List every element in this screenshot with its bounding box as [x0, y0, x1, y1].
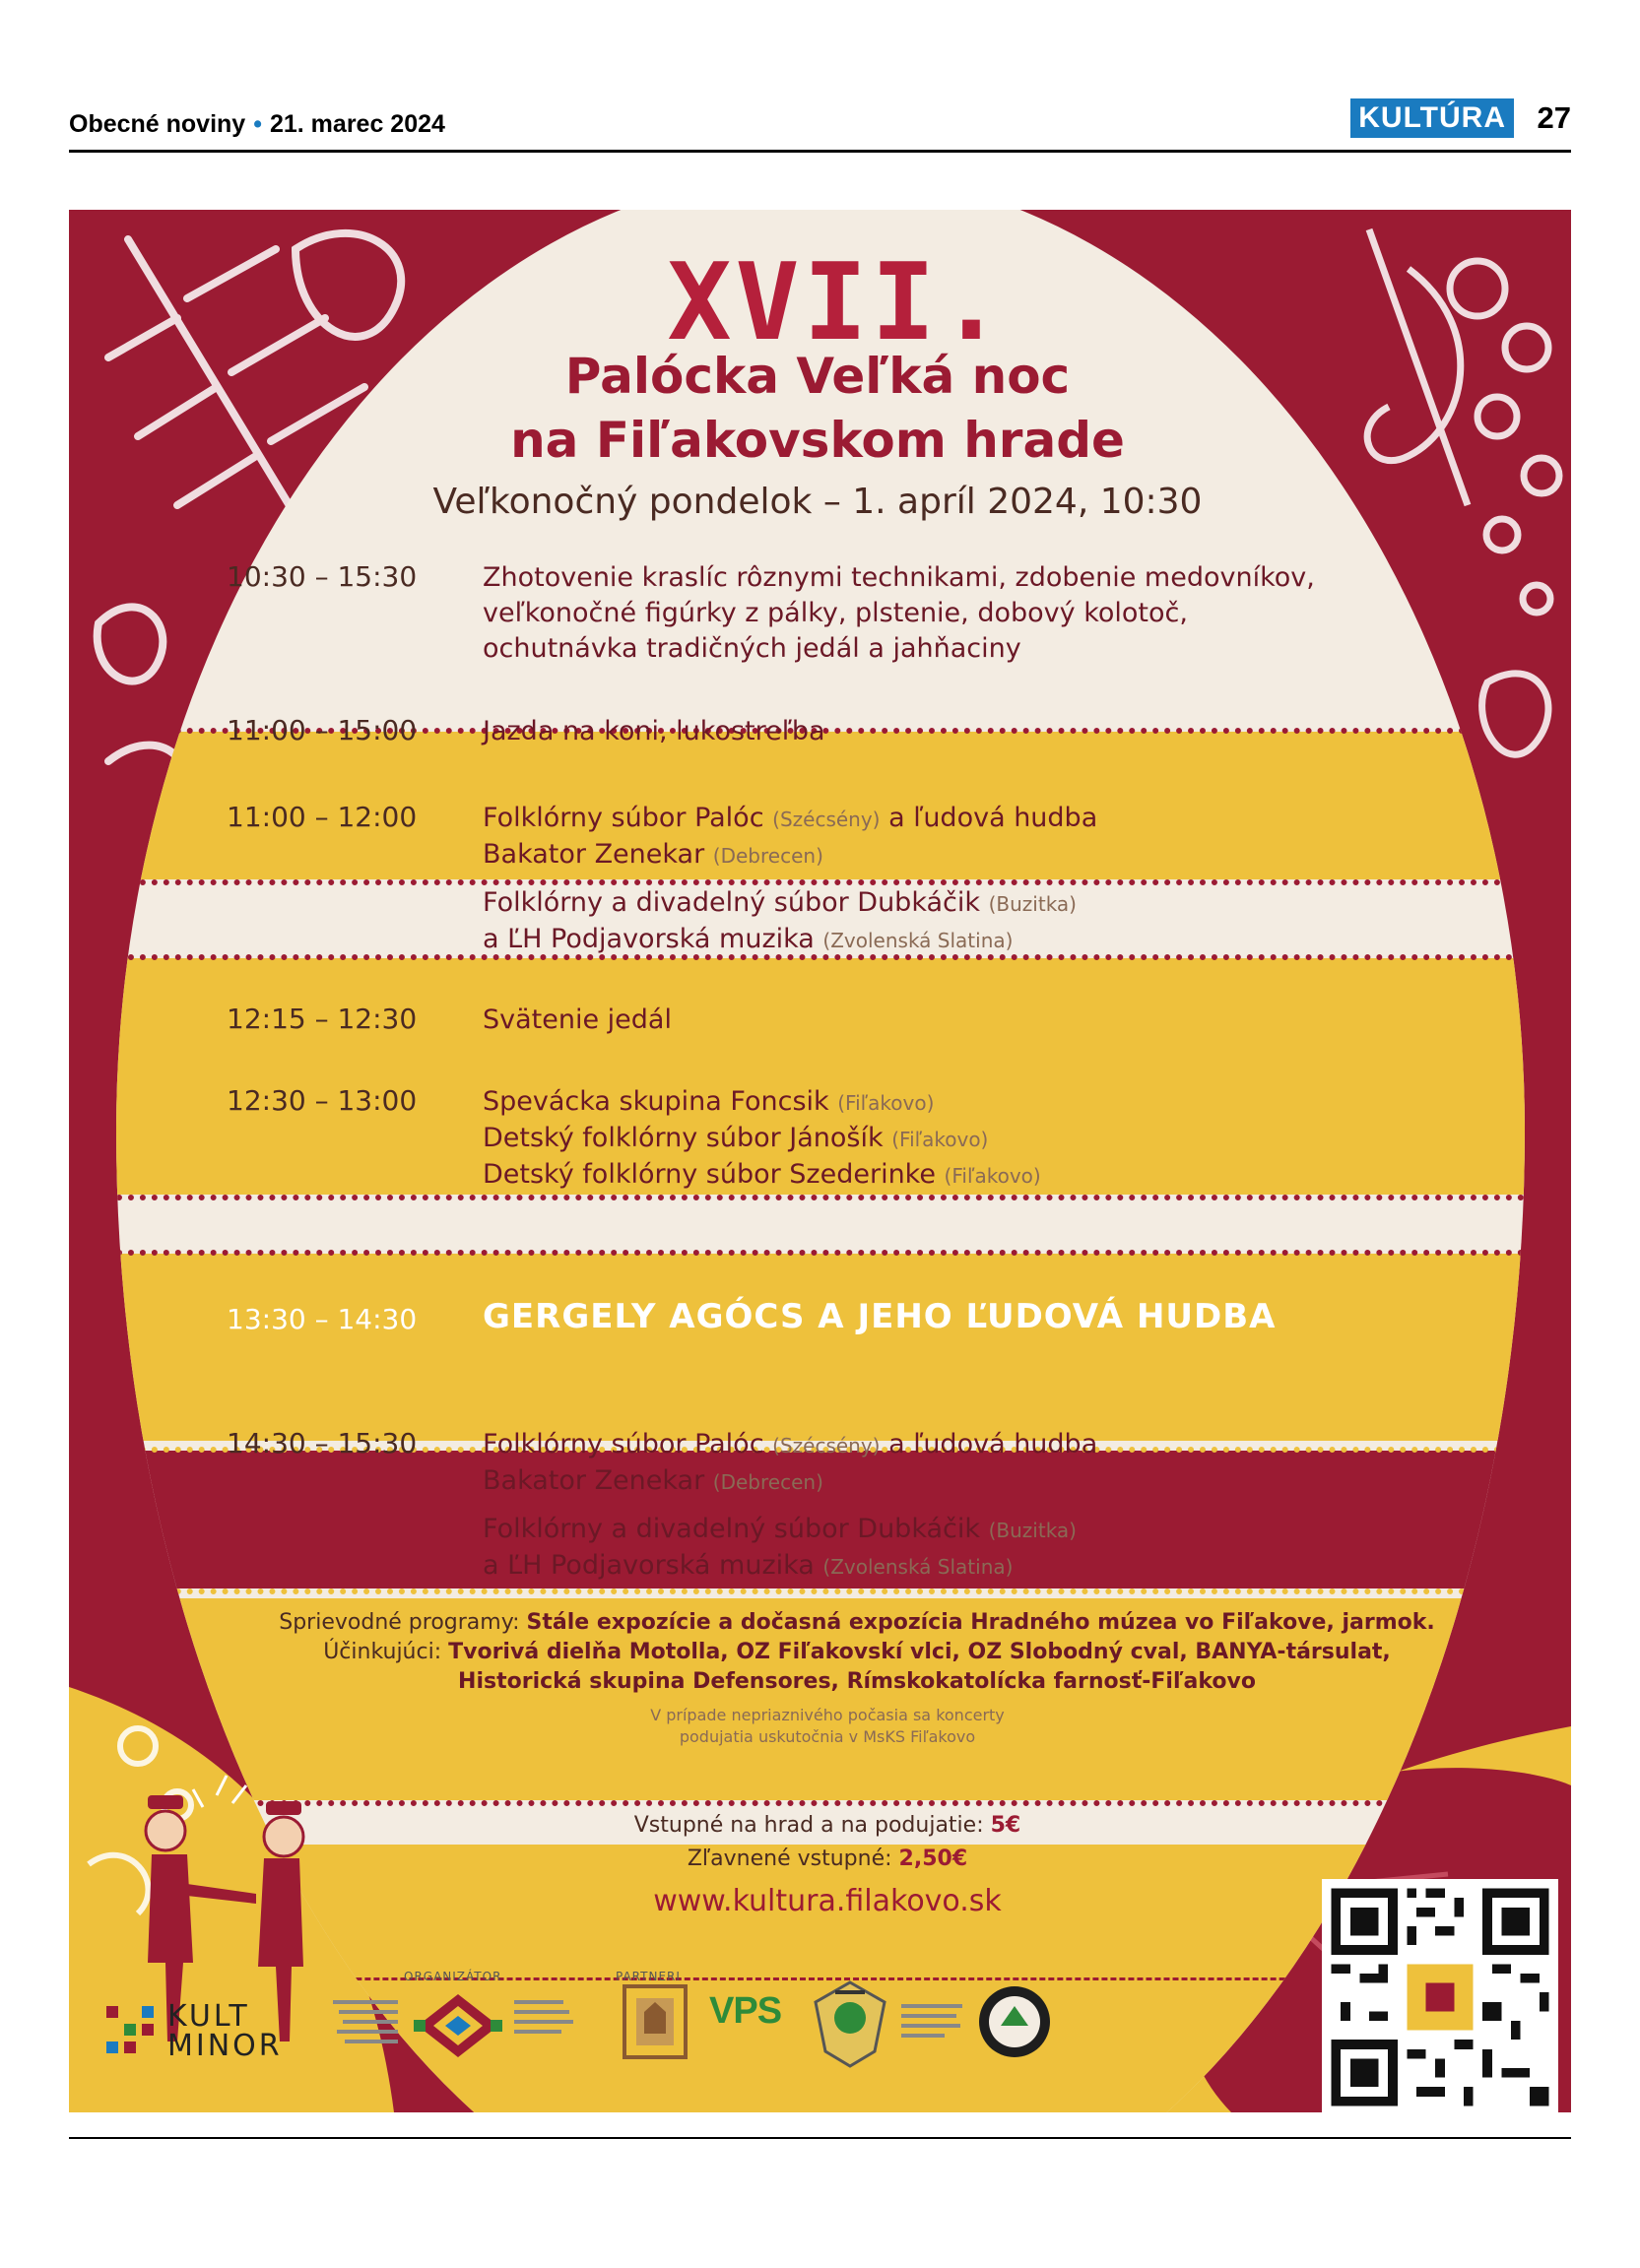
partner-round-seal-icon: [975, 1982, 1054, 2061]
program-line: Detský folklórny súbor Jánošík (Fiľakovo): [483, 1123, 989, 1153]
museum-text-logo-icon: [333, 1994, 402, 2053]
kult-minor-dots-icon: [104, 2004, 156, 2055]
program-line: veľkonočné figúrky z pálky, plstenie, dobový kolotoč,: [483, 598, 1188, 628]
partners-label: PARTNERI: [616, 1970, 681, 1983]
program-time: 11:00 – 12:00: [227, 801, 418, 833]
program-line: Detský folklórny súbor Szederinke (Fiľakovo): [483, 1159, 1041, 1190]
program-line: a ĽH Podjavorská muzika (Zvolenská Slatina): [483, 1550, 1014, 1581]
town-text-logo-icon: [514, 1994, 583, 2053]
dotted-divider: [116, 1588, 1525, 1594]
issue-date: 21. marec 2024: [269, 110, 445, 138]
paper-name: Obecné noviny: [69, 110, 246, 138]
program-time: 10:30 – 15:30: [227, 560, 418, 593]
header-publication: [69, 110, 445, 139]
dotted-divider: [116, 1195, 1525, 1200]
program-line: Bakator Zenekar (Debrecen): [483, 1465, 823, 1496]
organizer-label: ORGANIZÁTOR: [404, 1970, 502, 1983]
kult-minor-logo: KULT MINOR: [167, 1999, 283, 2063]
program-line: Bakator Zenekar (Debrecen): [483, 839, 823, 870]
program-time: 12:30 – 13:00: [227, 1084, 418, 1117]
weather-note: V prípade nepriaznivého počasia sa koncerty podujatia uskutočnia v MsKS Fiľakovo: [650, 1706, 1005, 1746]
program-time: 14:30 – 15:30: [227, 1427, 418, 1459]
edition-number: XVII.: [667, 241, 1008, 364]
section-badge: KULTÚRA: [1350, 98, 1514, 138]
program-time: 13:30 – 14:30: [227, 1303, 418, 1335]
headliner-title: GERGELY AGÓCS A JEHO ĽUDOVÁ HUDBA: [483, 1297, 1277, 1336]
title-line-1: Palócka Veľká noc: [564, 348, 1071, 405]
program-line: a ĽH Podjavorská muzika (Zvolenská Slatina): [483, 924, 1014, 954]
program-line: ochutnávka tradičných jedál a jahňaciny: [483, 633, 1021, 664]
title-line-2: na Fiľakovskom hrade: [510, 412, 1125, 469]
program-line: Svätenie jedál: [483, 1004, 672, 1035]
program-description: [483, 714, 1477, 749]
event-website[interactable]: www.kultura.filakovo.sk: [653, 1884, 1002, 1918]
partner-crest-icon: [806, 1973, 894, 2071]
header-separator: •: [253, 110, 262, 138]
partner-castle-emblem-icon: [621, 1982, 689, 2071]
program-line: Folklórny súbor Palóc (Szécsény) a ľudová hudba: [483, 1429, 1098, 1459]
qr-code[interactable]: [1322, 1879, 1558, 2112]
program-time: 12:15 – 12:30: [227, 1003, 418, 1035]
program-line: Spevácka skupina Foncsik (Fiľakovo): [483, 1086, 935, 1117]
dotted-divider: [116, 1250, 1525, 1256]
program-time: 11:00 – 15:00: [227, 714, 418, 746]
event-poster: [69, 210, 1571, 2112]
event-date: Veľkonočný pondelok – 1. apríl 2024, 10:30: [432, 482, 1203, 522]
program-line: Folklórny a divadelný súbor Dubkáčik (Buzitka): [483, 887, 1077, 918]
program-description: [483, 1084, 1477, 1194]
program-line: Zhotovenie kraslíc rôznymi technikami, zdobenie medovníkov,: [483, 562, 1315, 593]
reduced-fee: Zľavnené vstupné: 2,50€: [687, 1847, 968, 1871]
page-footer-rule: [69, 2137, 1571, 2139]
program-line: Folklórny a divadelný súbor Dubkáčik (Buzitka): [483, 1514, 1077, 1544]
organizer-emblem-icon: [414, 1990, 502, 2061]
program-line: Jazda na koni, lukostreľba: [483, 716, 825, 746]
program-description: [483, 801, 1477, 958]
partner-text-logo-icon: [901, 1994, 970, 2053]
program-description: [483, 1003, 1477, 1038]
page-header: [69, 98, 1571, 153]
program-line: Folklórny súbor Palóc (Szécsény) a ľudová hudba: [483, 803, 1098, 833]
page-number: 27: [1537, 100, 1571, 135]
entry-fee: Vstupné na hrad a na podujatie: 5€: [633, 1813, 1021, 1838]
vps-logo: VPS: [709, 1990, 782, 2032]
program-description: [483, 560, 1477, 667]
accompanying-programs: Sprievodné programy: Stále expozície a dočasná expozícia Hradného múzea vo Fiľakove, jarmok. Účinkujúci: Tvorivá dielňa Motolla, OZ Fiľakovskí vlci, OZ Slobodný cval, BANYA-társulat, Historická skupina Defensores, Rímskokatolícka farnosť-Fiľakovo: [279, 1610, 1435, 1694]
band-5: [116, 1254, 1525, 1441]
program-description: [483, 1427, 1477, 1585]
